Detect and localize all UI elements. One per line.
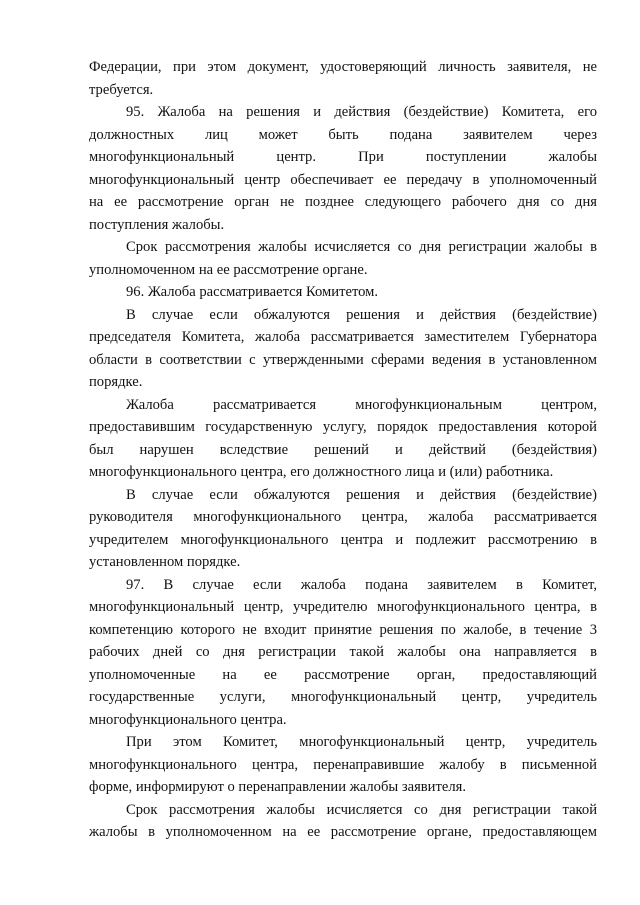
text-line: компетенцию которого не входит принятие решения по жалобе, в течение 3 — [89, 621, 597, 638]
text-line: 95. Жалоба на решения и действия (бездействие) Комитета, его — [126, 104, 597, 120]
text-line: порядке. — [89, 374, 143, 390]
text-line: был нарушен вследствие решений и действий (бездействия) — [89, 441, 597, 458]
text-line: уполномоченные на ее рассмотрение орган, предоставляющий — [89, 666, 597, 683]
text-line: В случае если обжалуются решения и действия (бездействие) — [126, 306, 597, 323]
text-line: 97. В случае если жалоба подана заявителем в Комитет, — [126, 576, 597, 593]
text-line: области в соответствии с утвержденными сферами ведения в установленном — [89, 351, 597, 368]
document-page — [89, 56, 597, 844]
text-line: многофункциональный центр обеспечивает ее передачу в уполномоченный — [89, 171, 597, 188]
text-line: многофункциональный центр. При поступлении жалобы — [89, 149, 597, 165]
text-line: уполномоченном на ее рассмотрение органе. — [89, 261, 368, 278]
text-line: Жалоба рассматривается многофункциональным центром, — [126, 396, 597, 413]
text-line: многофункционального центра, перенаправившие жалобу в письменной — [89, 756, 597, 773]
text-line: на ее рассмотрение орган не позднее следующего рабочего дня со дня — [89, 194, 597, 210]
text-line: 96. Жалоба рассматривается Комитетом. — [126, 284, 379, 300]
text-line: Срок рассмотрения жалобы исчисляется со дня регистрации такой — [126, 801, 597, 818]
text-line: многофункционального центра. — [89, 711, 287, 728]
text-line: предоставившим государственную услугу, порядок предоставления которой — [89, 419, 597, 435]
text-line: должностных лиц может быть подана заявителем через — [89, 126, 597, 143]
text-line: Срок рассмотрения жалобы исчисляется со дня регистрации жалобы в — [126, 239, 597, 255]
text-line: установленном порядке. — [89, 554, 241, 570]
text-line: учредителем многофункционального центра и подлежит рассмотрению в — [89, 531, 597, 548]
text-line: государственные услуги, многофункциональный центр, учредитель — [89, 689, 597, 705]
text-line: требуется. — [89, 81, 154, 98]
text-line: Федерации, при этом документ, удостоверяющий личность заявителя, не — [89, 59, 597, 75]
text-line: председателя Комитета, жалоба рассматривается заместителем Губернатора — [89, 329, 597, 345]
text-line: поступления жалобы. — [89, 216, 225, 233]
text-line: В случае если обжалуются решения и действия (бездействие) — [126, 486, 597, 503]
text-line: При этом Комитет, многофункциональный центр, учредитель — [126, 734, 597, 750]
text-line: руководителя многофункционального центра, жалоба рассматривается — [89, 509, 597, 525]
text-line: жалобы в уполномоченном на ее рассмотрение органе, предоставляющем — [89, 824, 597, 840]
text-line: рабочих дней со дня регистрации такой жалобы она направляется в — [89, 644, 597, 660]
text-line: форме, информируют о перенаправлении жалобы заявителя. — [89, 779, 466, 795]
text-line: многофункционального центра, его должностного лица и (или) работника. — [89, 464, 554, 480]
text-line: многофункциональный центр, учредителю многофункционального центра, в — [89, 599, 597, 615]
